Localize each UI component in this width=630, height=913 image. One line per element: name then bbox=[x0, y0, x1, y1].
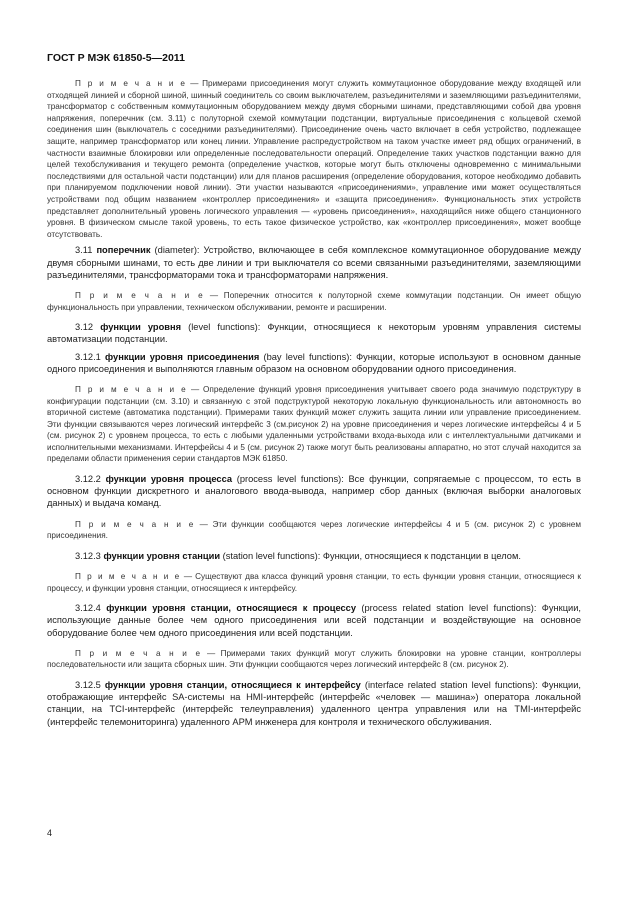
term: поперечник bbox=[96, 245, 151, 256]
note-bay bbox=[47, 78, 581, 240]
note-label: П р и м е ч а н и е bbox=[75, 519, 195, 529]
clause-number: 3.12 bbox=[75, 322, 94, 333]
note-text: — Эти функции сообщаются через логические интерфейсы 4 и 5 (см. рисунок 2) с уровнем присоединения. bbox=[47, 519, 581, 541]
note-bay-level bbox=[47, 384, 581, 465]
note-station-level bbox=[47, 571, 581, 594]
definition-3-12-1 bbox=[47, 351, 581, 375]
note-label: П р и м е ч а н и е bbox=[75, 384, 188, 394]
definition-text: (station level functions): Функции, относящиеся к подстанции в целом. bbox=[220, 550, 521, 561]
note-text: — Примерами присоединения могут служить коммутационное оборудование между входящей или отходящей линией и сборной шиной, шинный соединитель со своим выключателем, разъединителями и заземляющими разъединителями, трансформатор с собственным коммутационным оборудованием между двумя сборными шинами, представляющими собой два уровня напряжения, поперечник (см. 3.11) с полуторной схемой коммутации подстанции, виртуальные присоединения с кольцевой схемой соединения шин (выключатель с соседними разъединителями). Присоединение очень часто включает в себя устройство, подлежащее защите, например трансформатор или конец линии. Управление распредустройством на таком участке имеет ряд общих ограничений, в частности взаимные блокировки или определенные последовательности операций. Определение таких участков подстанции важно для целей техобслуживания и текущего ремонта (определение участков, которые могут быть отключены одновременно с минимальными последствиями для остальной части подстанции) или для планов расширения (определение оборудования, которое необходимо добавить при планируемом подключении новой линии). Эти участки называются «присоединениями», управление ими может осуществляться устройствами под общим названием «контроллер присоединения» и «защита присоединения». Функциональность этих устройств представляет дополнительный уровень логического управления — «уровень присоединения», находящийся ниже общего станционного уровня. В физическом смысле такой уровень, то есть такое физическое устройство, как «контроллер присоединения», может вообще отсутствовать. bbox=[47, 79, 581, 239]
document-header: ГОСТ Р МЭК 61850-5—2011 bbox=[47, 52, 185, 64]
note-diameter bbox=[47, 290, 581, 313]
term: функции уровня bbox=[100, 322, 182, 333]
note-text: — Поперечник относится к полуторной схеме коммутации подстанции. Он имеет общую функциональность при управлении, техническом обслуживании, ремонте и расширении. bbox=[47, 290, 581, 312]
clause-number: 3.12.3 bbox=[75, 550, 101, 561]
term: функции уровня процесса bbox=[105, 474, 233, 485]
page-number: 4 bbox=[47, 828, 53, 838]
clause-number: 3.12.4 bbox=[75, 603, 101, 614]
term: функции уровня станции, относящиеся к интерфейсу bbox=[104, 680, 361, 691]
note-label: П р и м е ч а н и е bbox=[75, 648, 202, 658]
definition-3-12-4 bbox=[47, 602, 581, 639]
definition-3-12-2 bbox=[47, 473, 581, 510]
note-text: — Примерами таких функций могут служить блокировки на уровне станции, контроллеры последовательности или защита сборных шин. Эти функции сообщаются через логический интерфейс 8 (см. рисунок 2). bbox=[47, 648, 581, 670]
clause-number: 3.12.2 bbox=[75, 474, 101, 485]
term: функции уровня станции bbox=[103, 550, 221, 561]
document-body bbox=[47, 78, 581, 733]
note-text: — Определение функций уровня присоединения учитывает своего рода значимую подструктуру в конфигурации подстанции (см. 3.10) и связанную с этой подструктурой некоторую локальную функциональность или автономность во вторичной системе (автоматика подстанции). Примерами таких функций может служить защита линии или управление присоединением. Эти функции связываются через логический интерфейс 3 (см.рисунок 2) на уровне присоединения и через логические интерфейсы 4 и 5 (см. рисунок 2) с уровнем процесса, то есть с любыми удаленными устройствами входа-выхода или с интеллектуальными датчиками и исполнительными механизмами. Интерфейсы 4 и 5 (см. рисунок 2) также могут быть реализованы аппаратно, но этот случай находится за пределами области применения серии стандартов МЭК 61850. bbox=[47, 384, 581, 464]
definition-3-11 bbox=[47, 244, 581, 281]
definition-text: (process related station level functions): Функции, использующие данные более чем одного присоединения или всей подстанции и воздействующие на основное оборудование более чем одного присоединения или всей подстанции. bbox=[47, 603, 582, 638]
definition-text: (level functions): Функции, относящиеся к некоторым уровням управления системы автоматизации подстанции. bbox=[47, 322, 581, 345]
definition-text: (process level functions): Все функции, сопрягаемые с процессом, то есть в основном функции дискретного и аналогового ввода-вывода, например сбор данных (включая выборки аналоговых данных) и выдача команд. bbox=[47, 474, 581, 509]
definition-text: (interface related station level functions): Функции, отображающие интерфейс SA-системы на HMI-интерфейс (интерфейс «человек — машина») оператора локальной станции, на TCI-интерфейс (интерфейс телеуправления) удаленного центра управления или на TMI-интерфейс (интерфейс телемониторинга) удаленного АРМ инженера для контроля и технического обслуживания. bbox=[47, 680, 581, 727]
note-label: П р и м е ч а н и е bbox=[75, 79, 187, 88]
definition-3-12-3 bbox=[47, 550, 581, 562]
clause-number: 3.12.5 bbox=[75, 680, 101, 691]
note-process-related bbox=[47, 648, 581, 671]
definition-3-12 bbox=[47, 321, 581, 345]
note-process-level bbox=[47, 519, 581, 542]
definition-text: (diameter): Устройство, включающее в себя комплексное коммутационное оборудование между двумя сборными шинами, то есть две линии и три выключателя со всеми связанными разъединителями, заземляющими разъединителями, трансформаторами тока и трансформаторами напряжения. bbox=[47, 245, 581, 280]
term: функции уровня станции, относящиеся к процессу bbox=[106, 603, 357, 614]
term: функции уровня присоединения bbox=[105, 351, 260, 362]
definition-3-12-5 bbox=[47, 679, 581, 728]
note-label: П р и м е ч а н и е bbox=[75, 290, 205, 300]
clause-number: 3.11 bbox=[75, 245, 93, 256]
definition-text: (bay level functions): Функции, которые используют в основном данные одного присоединения и выполняются главным образом на основном оборудовании одного присоединения. bbox=[47, 351, 581, 374]
clause-number: 3.12.1 bbox=[75, 351, 101, 362]
note-label: П р и м е ч а н и е bbox=[75, 572, 181, 582]
note-text: — Существуют два класса функций уровня станции, то есть функции уровня станции, относящиеся к процессу, и функции уровня станции, относящиеся к интерфейсу. bbox=[47, 572, 581, 593]
